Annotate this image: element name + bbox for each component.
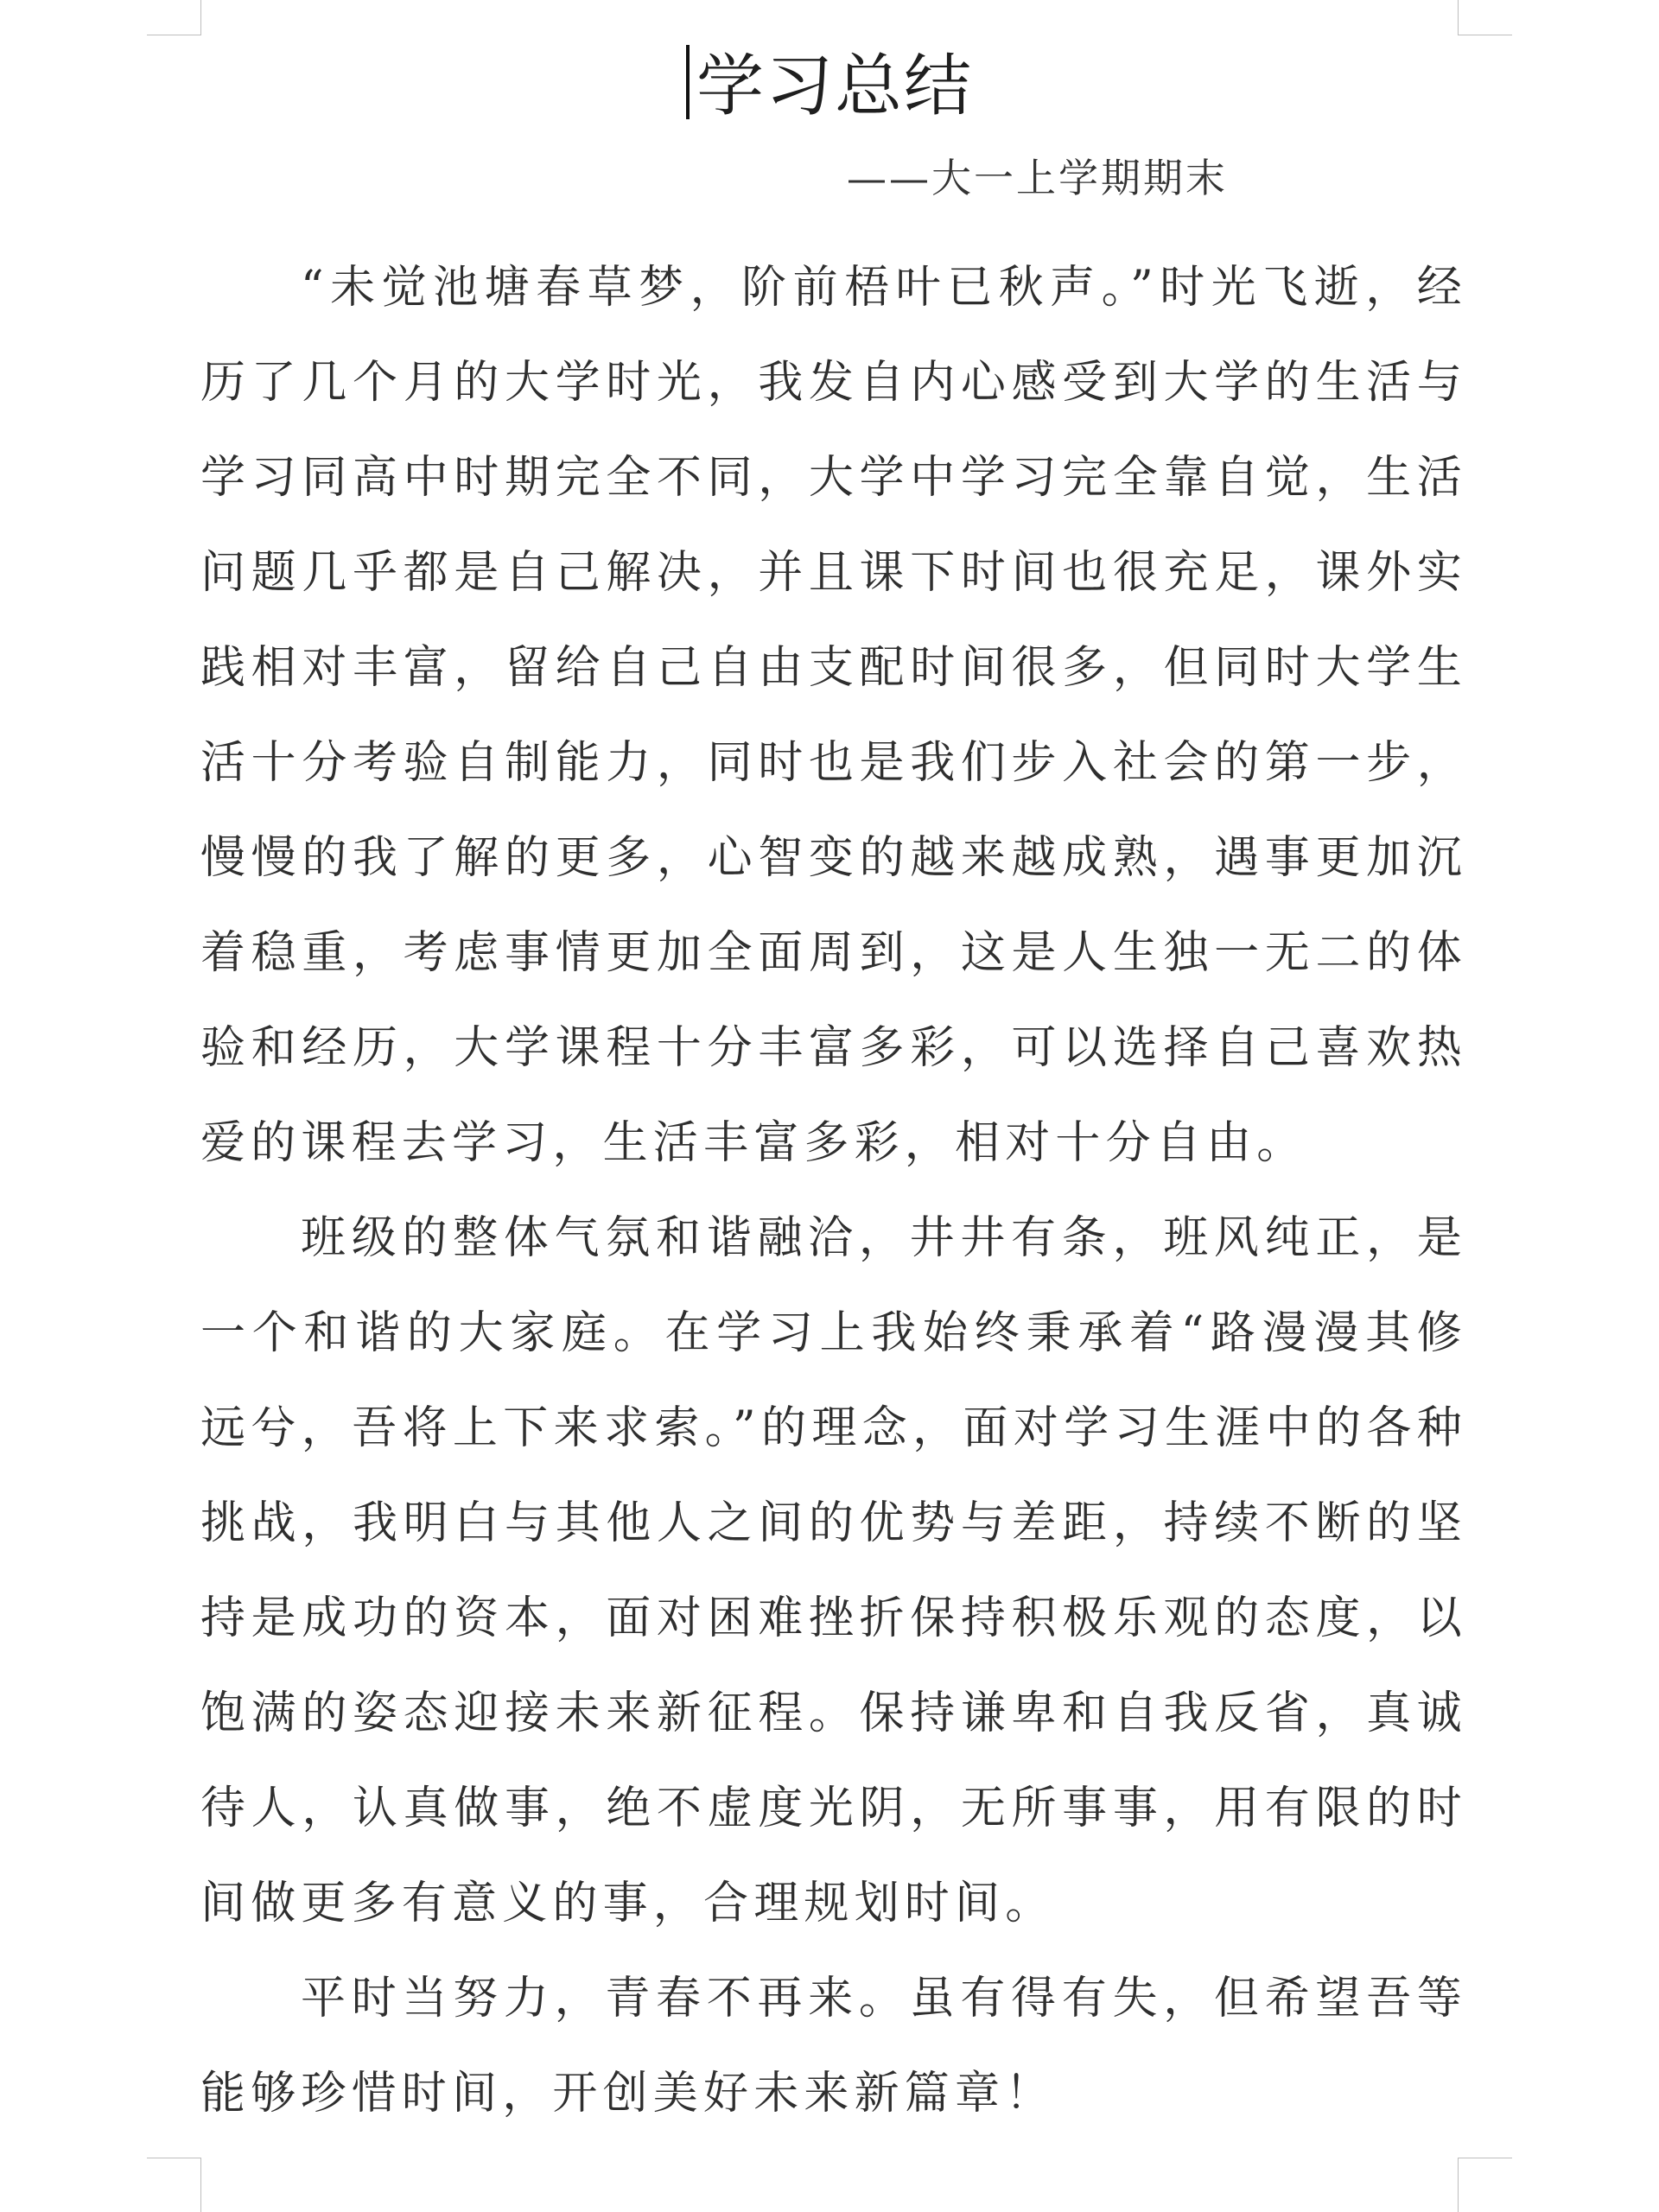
crop-mark-top-left [147, 0, 201, 35]
document-title[interactable]: 学习总结 [696, 48, 973, 125]
crop-mark-bottom-right [1458, 2158, 1512, 2212]
paragraph-2[interactable]: 班级的整体气氛和谐融洽，井井有条，班风纯正，是一个和谐的大家庭。在学习上我始终秉承着“路漫漫其修远兮，吾将上下来求索。”的理念，面对学习生涯中的各种挑战，我明白与其他人之间的优势与差距，持续不断的坚持是成功的资本，面对困难挫折保持积极乐观的态度，以饱满的姿态迎接未来新征程。保持谦卑和自我反省，真诚待人，认真做事，绝不虚度光阴，无所事事，用有限的时间做更多有意义的事，合理规划时间。 [200, 1212, 1467, 1929]
paragraph-1[interactable]: “未觉池塘春草梦，阶前梧叶已秋声。”时光飞逝，经历了几个月的大学时光，我发自内心感受到大学的生活与学习同高中时期完全不同，大学中学习完全靠自觉，生活问题几乎都是自己解决，并且课下时间也很充足，课外实践相对丰富，留给自己自由支配时间很多，但同时大学生活十分考验自制能力，同时也是我们步入社会的第一步，慢慢的我了解的更多，心智变的越来越成熟，遇事更加沉着稳重，考虑事情更加全面周到，这是人生独一无二的体验和经历，大学课程十分丰富多彩，可以选择自己喜欢热爱的课程去学习，生活丰富多彩，相对十分自由。 [200, 262, 1467, 1169]
document-title-line[interactable] [0, 45, 1659, 128]
crop-mark-top-right [1458, 0, 1512, 35]
crop-mark-bottom-left [147, 2158, 201, 2212]
document-body[interactable] [200, 240, 1467, 2141]
text-cursor [686, 45, 690, 119]
document-subtitle[interactable]: ——大一上学期期末 [847, 155, 1228, 201]
paragraph-3[interactable]: 平时当努力，青春不再来。虽有得有失，但希望吾等能够珍惜时间，开创美好未来新篇章！ [200, 1973, 1467, 2120]
